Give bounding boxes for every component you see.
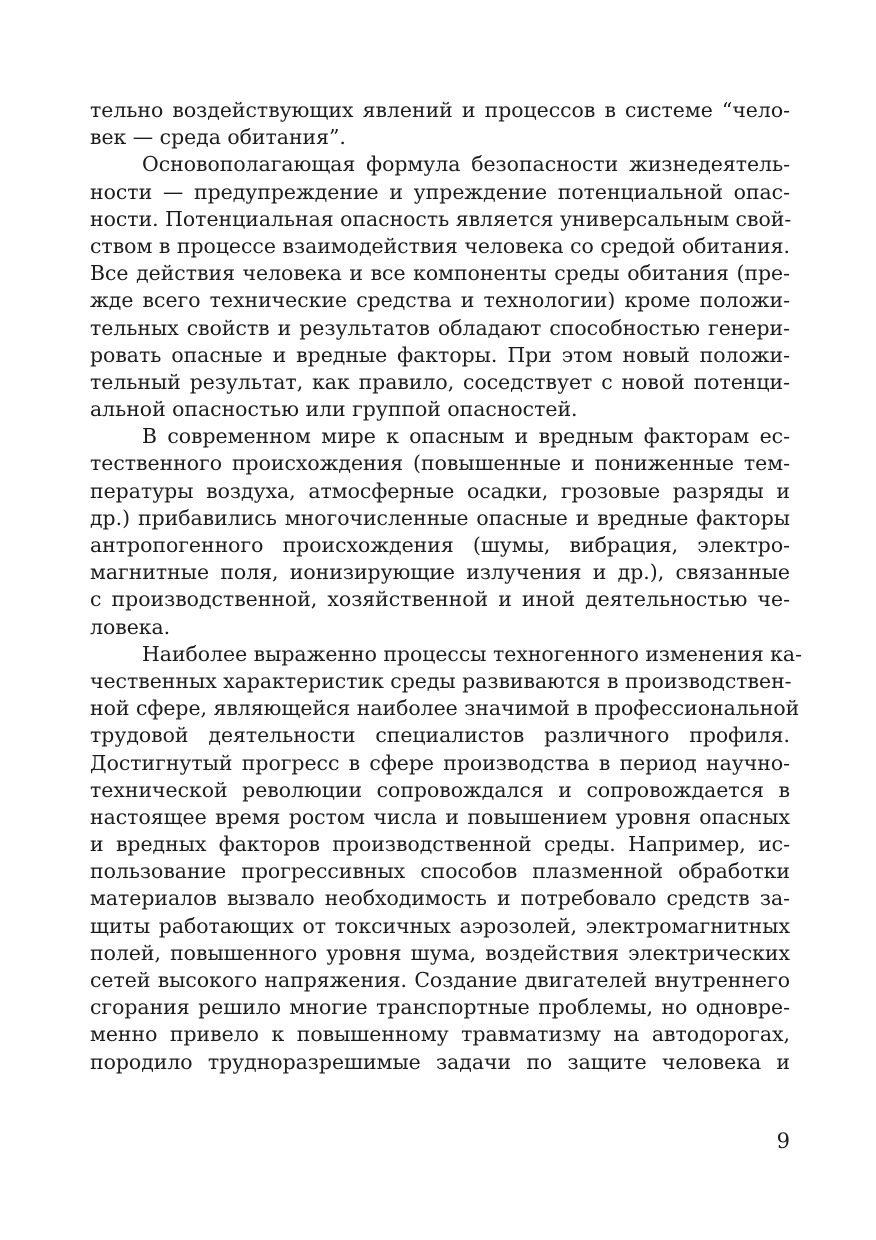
text-line: Основополагающая формула безопасности жизнедеятель- [142,152,790,177]
text-line: материалов вызвало необходимость и потребовало средств за- [90,886,790,911]
text-line: тельный результат, как правило, соседствует с новой потенци- [90,369,790,394]
text-line: сгорания решило многие транспортные проблемы, но одновре- [90,995,790,1020]
text-line: щиты работающих от токсичных аэрозолей, электромагнитных [90,913,790,938]
text-line: тельно воздействующих явлений и процессов в системе “чело- [90,98,790,122]
body-text [90,97,802,1076]
text-line: трудовой деятельности специалистов различного профиля. [90,723,790,748]
text-line: пользование прогрессивных способов плазменной обработки [90,859,790,884]
text-line: ной сфере, являющейся наиболее значимой в профессиональной [90,696,800,721]
text-line: магнитные поля, ионизирующие излучения и др.), связанные [90,560,790,585]
text-line: др.) прибавились многочисленные опасные и вредные факторы [90,505,790,530]
text-line: ловека. [90,614,171,639]
text-line: век — среда обитания”. [90,125,346,150]
text-line: полей, повышенного уровня шума, воздействия электрических [90,940,790,965]
text-line: ровать опасные и вредные факторы. При этом новый положи- [90,342,790,367]
text-line: пературы воздуха, атмосферные осадки, грозовые разряды и [90,478,790,503]
text-line: чественных характеристик среды развиваются в производствен- [90,668,792,693]
text-line: антропогенного происхождения (шумы, вибрация, электро- [90,533,790,557]
text-line: жде всего технические средства и технологии) кроме положи- [90,288,790,313]
text-line: менно привело к повышенному травматизму на автодорогах, [90,1022,790,1047]
text-line: ством в процессе взаимодействия человека со средой обитания. [90,233,790,258]
page-number: 9 [776,1129,790,1153]
text-line: настоящее время ростом числа и повышением уровня опасных [90,804,790,829]
text-line: Достигнутый прогресс в сфере производства в период научно- [90,750,790,775]
text-line: Наиболее выраженно процессы техногенного изменения ка- [142,641,802,666]
text-line: В современном мире к опасным и вредным факторам ес- [142,424,790,449]
text-line: альной опасностью или группой опасностей. [90,397,578,422]
text-line: тественного происхождения (повышенные и пониженные тем- [90,451,790,476]
text-line: тельных свойств и результатов обладают способностью генери- [90,315,790,340]
text-line: Все действия человека и все компоненты среды обитания (пре- [90,261,790,286]
text-line: ности — предупреждение и упреждение потенциальной опас- [90,179,790,204]
text-line: сетей высокого напряжения. Создание двигателей внутреннего [90,968,790,992]
text-line: технической революции сопровождался и сопровождается в [90,777,790,802]
text-line: породило трудноразрешимые задачи по защите человека и [90,1049,790,1074]
text-line: с производственной, хозяйственной и иной деятельностью че- [90,587,790,612]
text-line: ности. Потенциальная опасность является универсальным свой- [90,206,792,231]
text-line: и вредных факторов производственной среды. Например, ис- [90,832,790,857]
